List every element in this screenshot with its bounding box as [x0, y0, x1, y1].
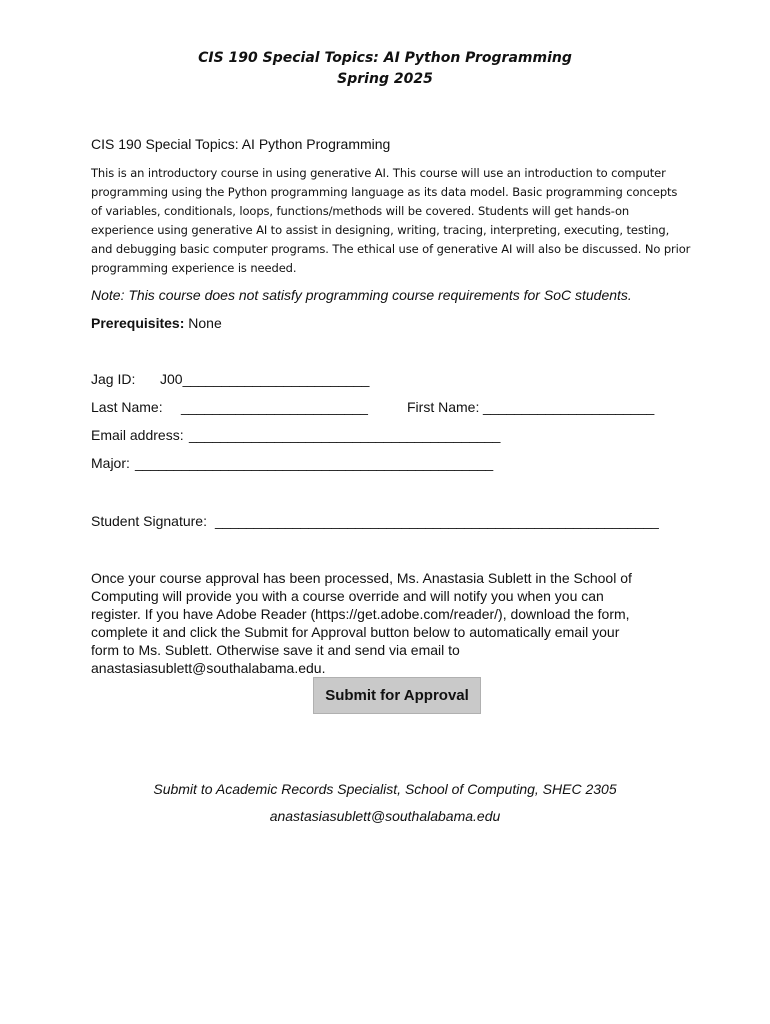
- major-label: Major:: [91, 455, 130, 471]
- first-name-label: First Name:: [407, 399, 480, 415]
- jag-id-label: Jag ID:: [91, 371, 136, 387]
- title-line-term: Spring 2025: [337, 71, 433, 87]
- footer-email: anastasiasublett@southalabama.edu: [269, 808, 501, 824]
- first-name-field[interactable]: ______________________: [483, 399, 655, 415]
- prerequisites-value: None: [188, 315, 222, 331]
- last-name-label: Last Name:: [91, 399, 163, 415]
- signature-label: Student Signature:: [91, 513, 207, 529]
- jag-id-field[interactable]: J00________________________: [160, 371, 370, 387]
- title-line-course: CIS 190 Special Topics: AI Python Programming: [198, 50, 572, 66]
- email-label: Email address:: [91, 427, 184, 443]
- prerequisites: [91, 315, 222, 331]
- footer-submit-to: Submit to Academic Records Specialist, School of Computing, SHEC 2305: [153, 781, 617, 797]
- course-note: Note: This course does not satisfy programming course requirements for SoC students.: [91, 287, 632, 303]
- submit-for-approval-button[interactable]: Submit for Approval: [313, 677, 481, 714]
- major-field[interactable]: ______________________________________________: [135, 455, 494, 471]
- approval-instructions: Once your course approval has been processed, Ms. Anastasia Sublett in the School of Computing will provide you with a course override and will notify you when you can register. If you have Adobe Reader (https://get.adobe.com/reader/), download the form, complete it and click the Submit for Approval button below to automatically email your form to Ms. Sublett. Otherwise save it and send via email to anastasiasublett@southalabama.edu.: [91, 570, 632, 676]
- document-title: [0, 48, 770, 90]
- last-name-field[interactable]: ________________________: [181, 399, 368, 415]
- course-description: This is an introductory course in using generative AI. This course will use an introduction to computer programming using the Python programming language as its data model. Basic programming concepts of variables, conditionals, loops, functions/methods will be covered. Students will get hands-on experience using generative AI to assist in designing, writing, tracing, interpreting, executing, testing, and debugging basic computer programs. The ethical use of generative AI will also be discussed. No prior programming experience is needed.: [91, 166, 691, 275]
- course-heading: CIS 190 Special Topics: AI Python Programming: [91, 136, 391, 152]
- prerequisites-label: Prerequisites:: [91, 315, 185, 331]
- signature-field[interactable]: _________________________________________________________: [215, 513, 659, 529]
- email-field[interactable]: ________________________________________: [189, 427, 501, 443]
